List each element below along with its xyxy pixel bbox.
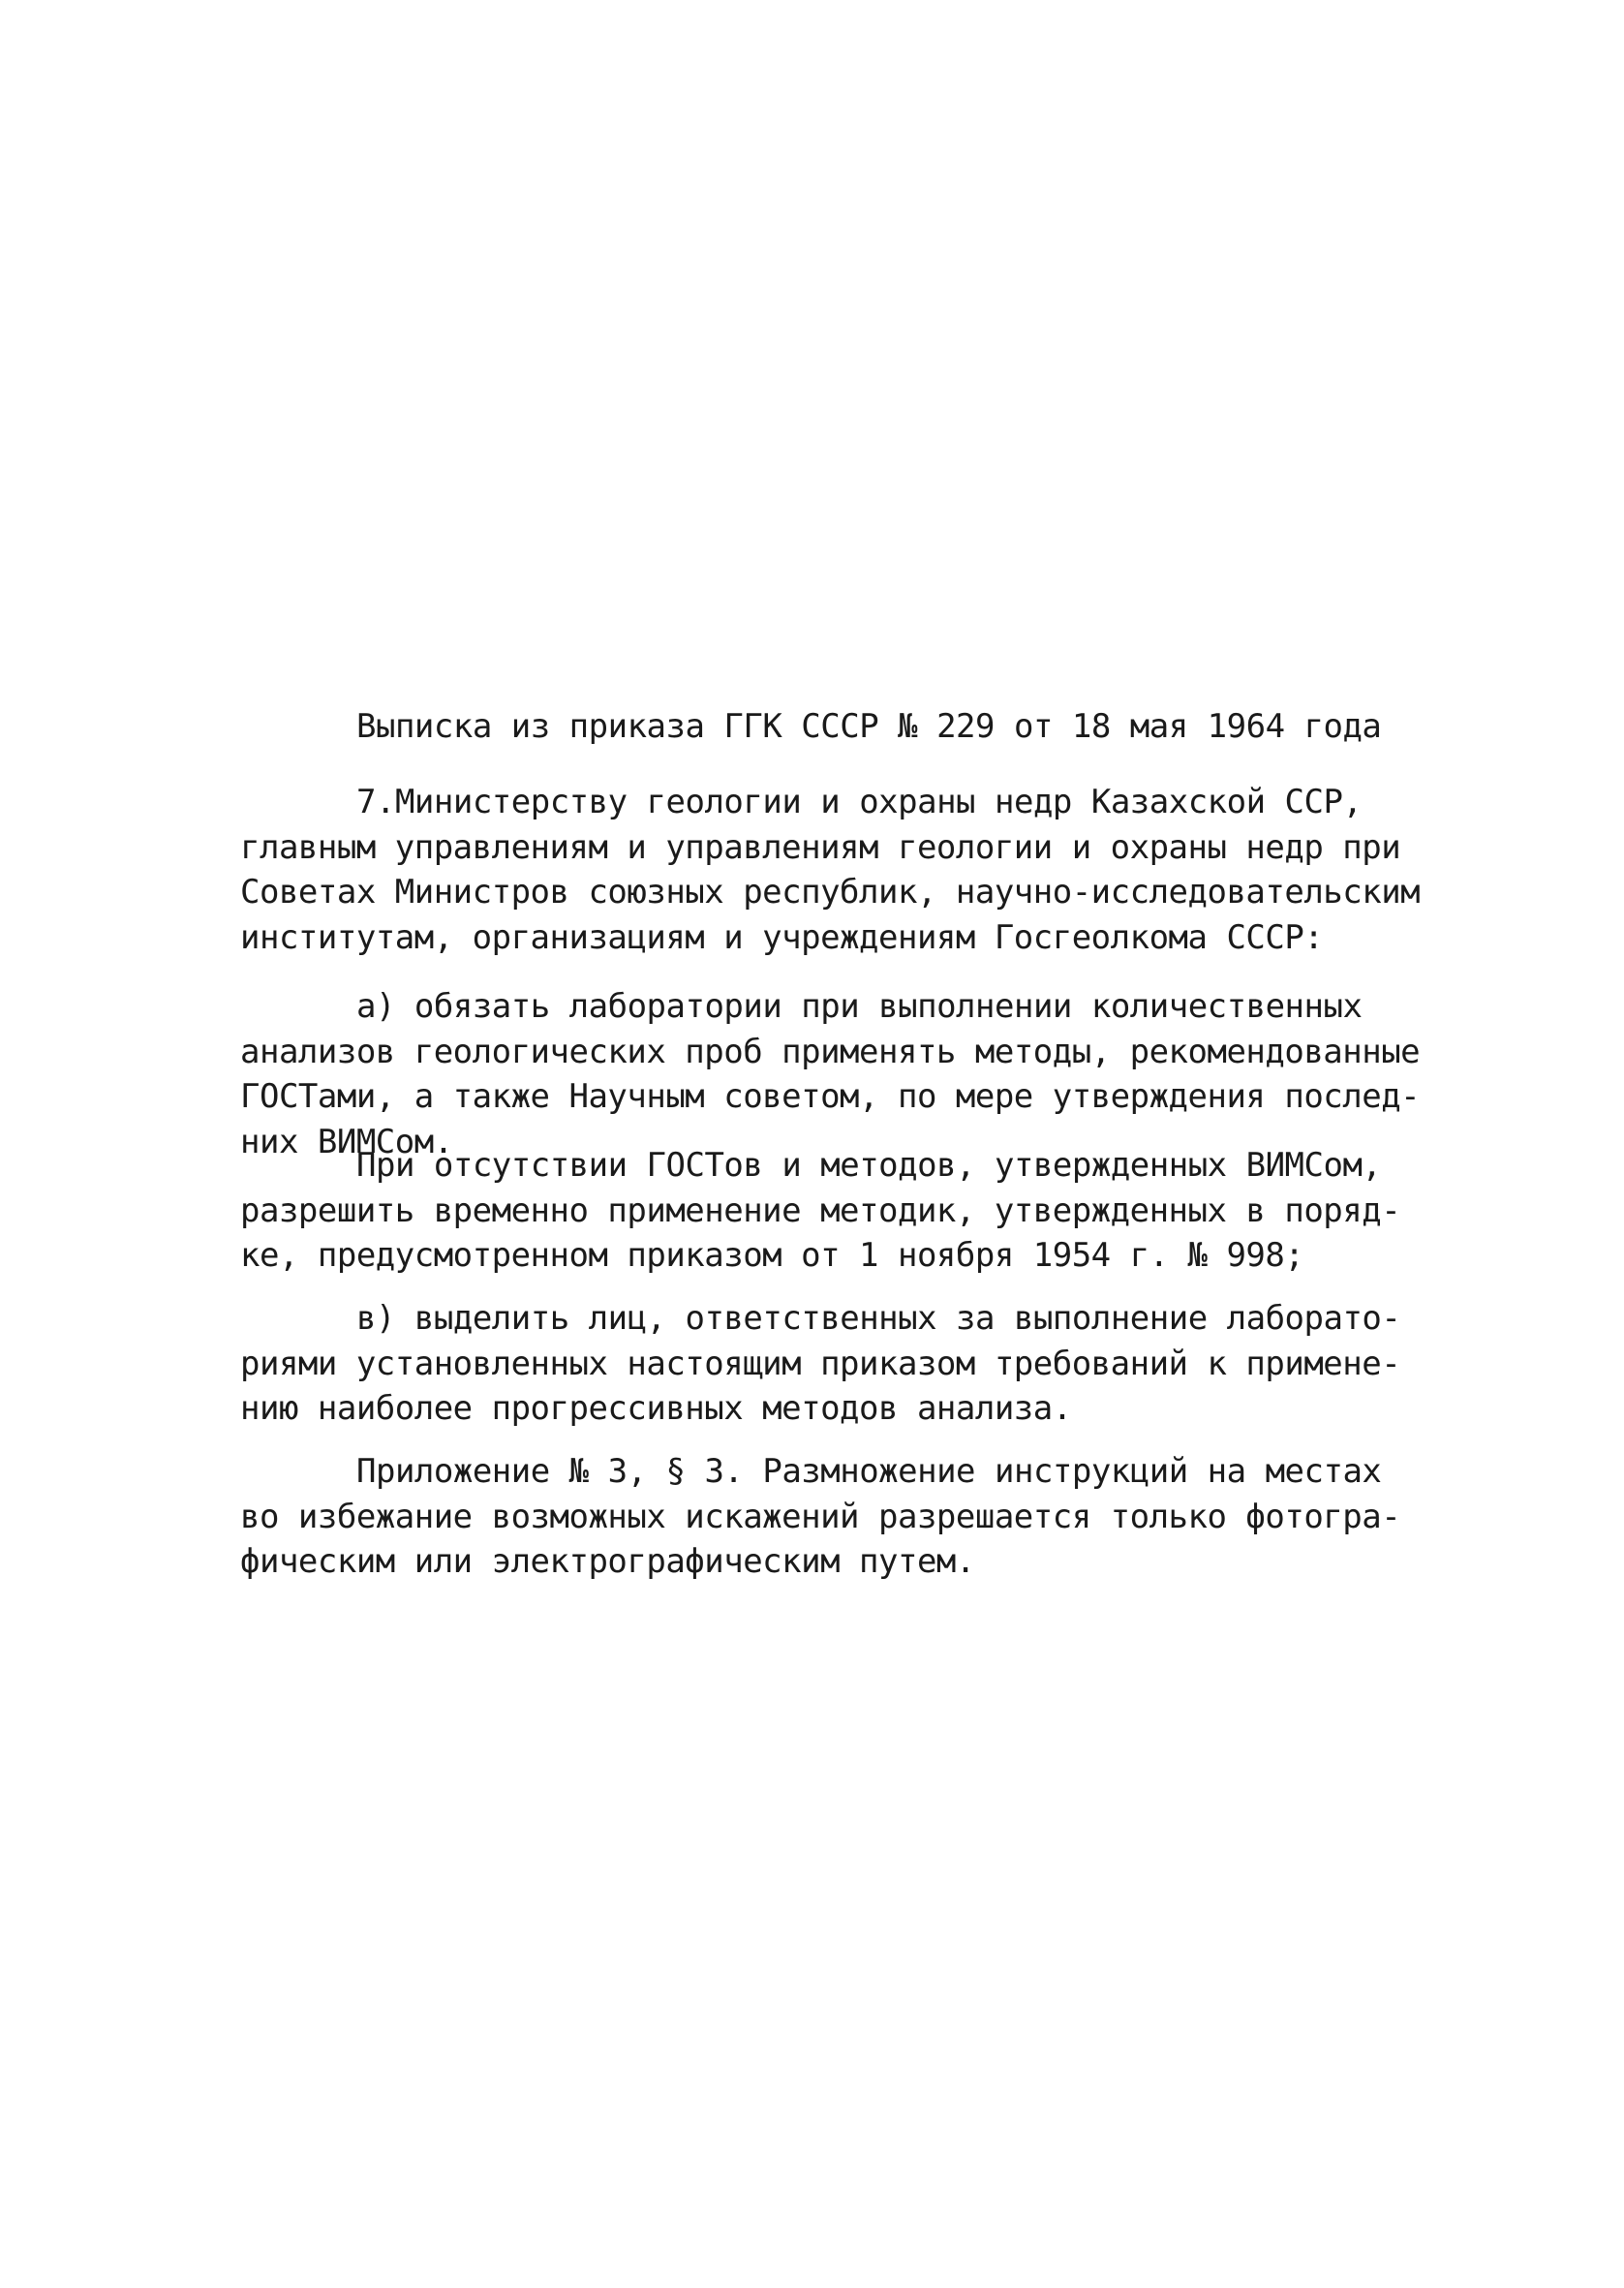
paragraph-line: институтам, организациям и учреждениям Госгеолкома СССР: [240,917,1324,957]
paragraph-item-a [240,984,1421,1164]
paragraph-line: в) выделить лиц, ответственных за выполнение лаборато- [356,1299,1401,1338]
paragraph-line: фическим или электрографическим путем. [240,1542,975,1581]
paragraph-line: риями установленных настоящим приказом требований к примене- [240,1344,1401,1383]
paragraph-line: ке, предусмотренном приказом от 1 ноября 1954 г. № 998; [240,1236,1304,1275]
document-title: Выписка из приказа ГГК СССР № 229 от 18 мая 1964 года [356,707,1382,746]
paragraph-item-v [240,1296,1402,1432]
paragraph-line: них ВИМСом. [240,1122,453,1161]
paragraph-line: нию наиболее прогрессивных методов анализа. [240,1389,1072,1428]
paragraph-line: При отсутствии ГОСТов и методов, утвержденных ВИМСом, [356,1146,1382,1185]
paragraph-line: а) обязать лаборатории при выполнении количественных [356,987,1363,1026]
paragraph-appendix [240,1449,1402,1585]
paragraph-line: разрешить временно применение методик, утвержденных в поряд- [240,1190,1401,1230]
paragraph-absence-of-gost [240,1143,1402,1279]
paragraph-line: анализов геологических проб применять методы, рекомендованные [240,1032,1421,1071]
paragraph-line: 7.Министерству геологии и охраны недр Казахской ССР, [356,783,1363,821]
paragraph-line: главным управлениям и управлениям геологии и охраны недр при [240,827,1401,867]
paragraph-line: во избежание возможных искажений разрешается только фотогра- [240,1497,1401,1536]
paragraph-ministries [240,780,1421,960]
paragraph-line: ГОСТами, а также Научным советом, по мере утверждения послед- [240,1077,1421,1116]
paragraph-line: Приложение № 3, § 3. Размножение инструкций на местах [356,1452,1382,1491]
paragraph-line: Советах Министров союзных республик, научно-исследовательским [240,873,1421,912]
